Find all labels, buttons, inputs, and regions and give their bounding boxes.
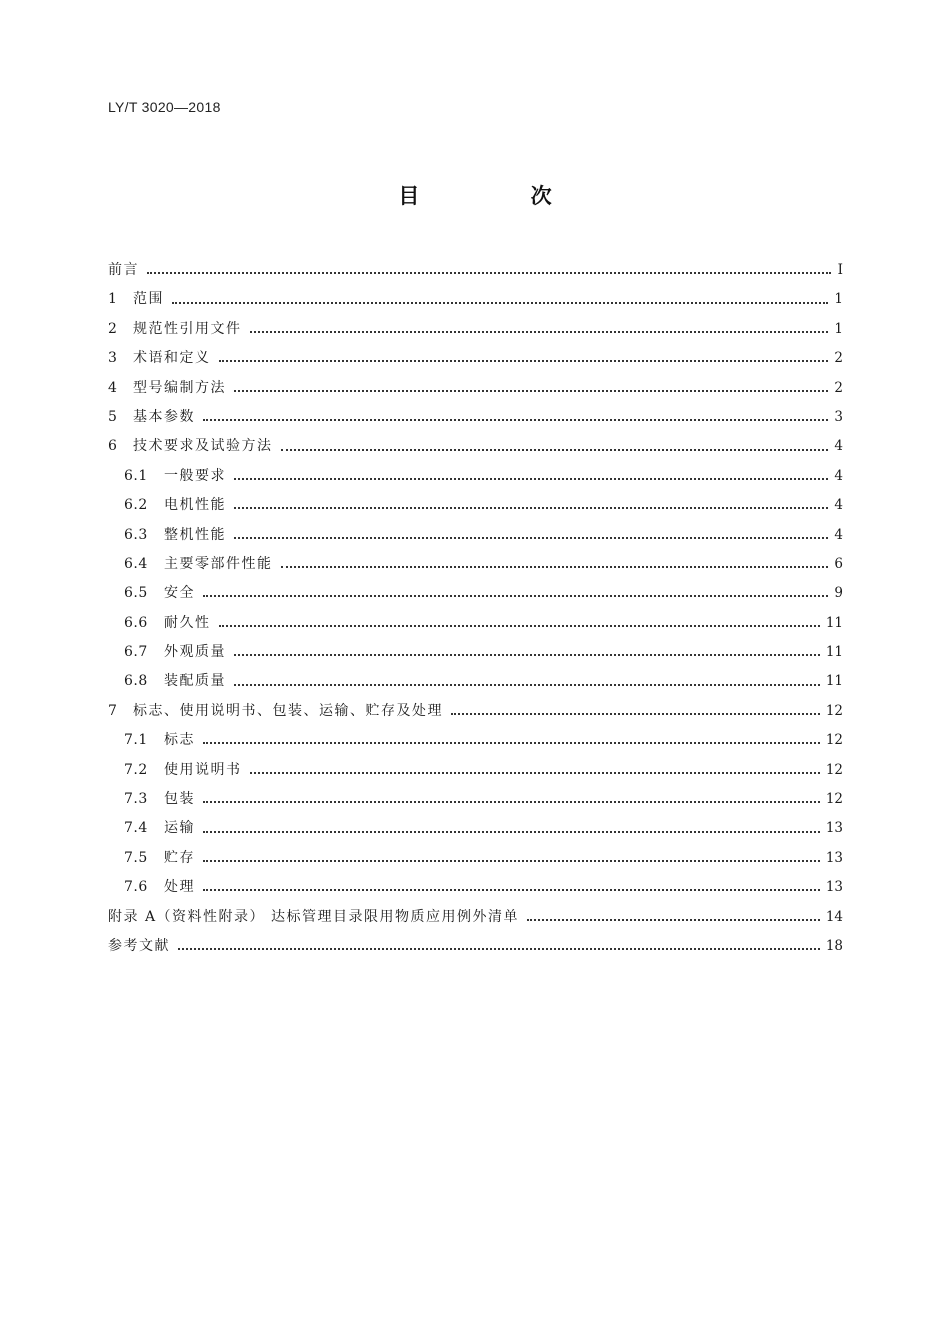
toc-entry-number: 6.8 [124, 673, 148, 690]
toc-entry[interactable] [108, 697, 843, 726]
toc-entry-page-number: 3 [834, 408, 843, 425]
toc-dot-leader [281, 448, 829, 451]
toc-entry-page-number: 4 [834, 467, 843, 484]
toc-dot-leader [250, 771, 820, 774]
toc-dot-leader [203, 594, 828, 597]
toc-entry-title: 范围 [133, 291, 164, 308]
toc-entry[interactable] [108, 550, 843, 579]
toc-entry-number: 6.2 [124, 497, 148, 514]
toc-entry[interactable] [108, 344, 843, 373]
toc-entry-title: 主要零部件性能 [164, 555, 273, 572]
toc-entry[interactable] [108, 726, 843, 755]
toc-dot-leader [281, 565, 829, 568]
toc-entry-number: 6 [108, 438, 118, 455]
toc-entry-title: 整机性能 [164, 526, 226, 543]
toc-entry-title: 包装 [164, 791, 195, 808]
toc-dot-leader [203, 830, 820, 833]
toc-entry-title: 装配质量 [164, 673, 226, 690]
toc-entry-title: 附录 A（资料性附录） 达标管理目录限用物质应用例外清单 [108, 908, 520, 925]
toc-entry-title: 耐久性 [164, 614, 211, 631]
table-of-contents [108, 256, 843, 961]
toc-entry-page-number: 11 [825, 644, 843, 661]
toc-dot-leader [203, 859, 820, 862]
toc-entry[interactable] [108, 521, 843, 550]
toc-entry-number: 7.3 [124, 791, 148, 808]
toc-entry[interactable] [108, 932, 843, 961]
toc-dot-leader [147, 271, 831, 274]
toc-entry-title: 规范性引用文件 [133, 320, 242, 337]
toc-entry[interactable] [108, 403, 843, 432]
toc-entry-number: 6.4 [124, 555, 148, 572]
toc-entry[interactable] [108, 667, 843, 696]
toc-entry-page-number: 12 [825, 761, 843, 778]
toc-dot-leader [234, 389, 828, 392]
toc-entry-page-number: Ⅰ [837, 262, 843, 278]
toc-entry-title: 贮存 [164, 849, 195, 866]
toc-dot-leader [203, 888, 820, 891]
toc-dot-leader [234, 653, 820, 656]
toc-entry[interactable] [108, 285, 843, 314]
toc-entry[interactable] [108, 374, 843, 403]
toc-entry-number: 7.5 [124, 849, 148, 866]
toc-entry-title: 术语和定义 [133, 350, 211, 367]
toc-entry-title: 型号编制方法 [133, 379, 226, 396]
toc-entry[interactable] [108, 609, 843, 638]
toc-dot-leader [250, 330, 829, 333]
toc-entry-number: 6.7 [124, 644, 148, 661]
toc-entry-page-number: 4 [834, 438, 843, 455]
toc-entry[interactable] [108, 315, 843, 344]
toc-entry-page-number: 12 [825, 791, 843, 808]
toc-entry[interactable] [108, 579, 843, 608]
toc-entry-number: 2 [108, 320, 118, 337]
toc-dot-leader [203, 741, 820, 744]
toc-entry-page-number: 6 [834, 555, 843, 572]
toc-entry-title: 运输 [164, 820, 195, 837]
toc-entry[interactable] [108, 873, 843, 902]
toc-entry-title: 标志 [164, 732, 195, 749]
toc-entry-page-number: 13 [825, 820, 843, 837]
toc-entry-page-number: 9 [834, 585, 843, 602]
toc-entry-page-number: 4 [834, 526, 843, 543]
toc-entry-page-number: 11 [825, 673, 843, 690]
toc-entry-page-number: 12 [825, 732, 843, 749]
toc-entry[interactable] [108, 491, 843, 520]
toc-entry-number: 6.5 [124, 585, 148, 602]
toc-dot-leader [219, 624, 820, 627]
toc-entry-title: 参考文献 [108, 937, 170, 954]
toc-entry-page-number: 11 [825, 614, 843, 631]
toc-dot-leader [172, 301, 828, 304]
toc-entry[interactable] [108, 462, 843, 491]
toc-entry-number: 7 [108, 702, 118, 719]
toc-entry[interactable] [108, 903, 843, 932]
toc-entry-title: 电机性能 [164, 497, 226, 514]
toc-entry[interactable] [108, 756, 843, 785]
toc-dot-leader [203, 800, 820, 803]
toc-entry-title: 技术要求及试验方法 [133, 438, 273, 455]
toc-entry-number: 3 [108, 350, 118, 367]
toc-entry-title: 外观质量 [164, 644, 226, 661]
toc-entry-number: 7.4 [124, 820, 148, 837]
toc-entry[interactable] [108, 638, 843, 667]
toc-dot-leader [451, 712, 820, 715]
toc-entry-page-number: 14 [825, 908, 843, 925]
toc-entry-page-number: 18 [825, 937, 843, 954]
toc-entry-page-number: 13 [825, 849, 843, 866]
page-title: 目 次 [398, 184, 604, 208]
toc-entry-title: 使用说明书 [164, 761, 242, 778]
toc-dot-leader [234, 477, 828, 480]
toc-entry-title: 前言 [108, 262, 139, 278]
toc-dot-leader [234, 506, 828, 509]
toc-entry-page-number: 1 [834, 320, 843, 337]
toc-entry-number: 6.6 [124, 614, 148, 631]
toc-entry-title: 安全 [164, 585, 195, 602]
toc-entry-page-number: 2 [834, 350, 843, 367]
toc-entry-number: 7.6 [124, 879, 148, 896]
toc-entry-page-number: 4 [834, 497, 843, 514]
toc-entry[interactable] [108, 814, 843, 843]
toc-entry-title: 处理 [164, 879, 195, 896]
toc-entry-number: 6.3 [124, 526, 148, 543]
toc-entry-page-number: 2 [834, 379, 843, 396]
toc-entry-title: 标志、使用说明书、包装、运输、贮存及处理 [133, 702, 443, 719]
toc-entry-page-number: 1 [834, 291, 843, 308]
toc-dot-leader [178, 947, 820, 950]
standard-code: LY/T 3020—2018 [108, 99, 221, 115]
toc-entry[interactable] [108, 785, 843, 814]
toc-entry-number: 7.2 [124, 761, 148, 778]
toc-entry-page-number: 12 [825, 702, 843, 719]
toc-entry[interactable] [108, 256, 843, 285]
toc-entry-number: 5 [108, 408, 118, 425]
toc-dot-leader [234, 536, 828, 539]
toc-dot-leader [527, 918, 820, 921]
toc-entry-number: 4 [108, 379, 118, 396]
toc-entry-number: 1 [108, 291, 118, 308]
toc-entry-title: 一般要求 [164, 467, 226, 484]
toc-entry-number: 6.1 [124, 467, 148, 484]
toc-entry[interactable] [108, 844, 843, 873]
toc-entry-page-number: 13 [825, 879, 843, 896]
toc-entry-title: 基本参数 [133, 408, 195, 425]
toc-entry[interactable] [108, 432, 843, 461]
toc-dot-leader [219, 359, 829, 362]
toc-entry-number: 7.1 [124, 732, 148, 749]
toc-dot-leader [203, 418, 828, 421]
toc-dot-leader [234, 683, 820, 686]
